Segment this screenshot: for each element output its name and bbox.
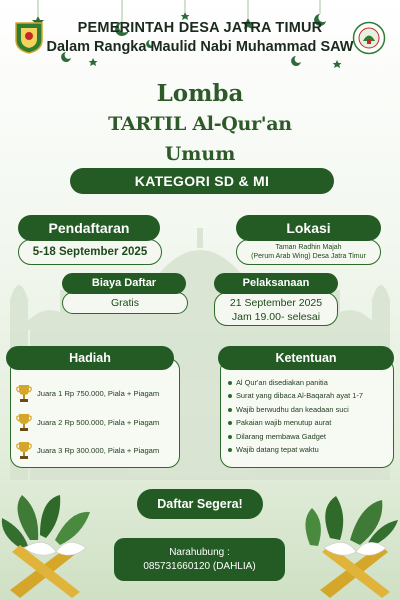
rules-list: [228, 376, 390, 456]
prize-item: [16, 382, 159, 404]
location-line2: (Perum Arab Wing) Desa Jatra Timur: [251, 253, 366, 260]
location-box: [236, 239, 381, 265]
quran-stand-icon: [10, 542, 86, 598]
header-subtitle: Dalam Rangka Maulid Nabi Muhammad SAW: [46, 39, 354, 55]
rule-item: [228, 430, 390, 443]
bullet-icon: [228, 408, 232, 412]
registration-date: 5-18 September 2025: [18, 239, 162, 265]
trophy-icon: [16, 412, 32, 432]
star-icon: [89, 58, 98, 66]
rule-text: Al Qur'an disediakan panitia: [236, 378, 328, 387]
star-icon: [181, 12, 190, 20]
header-title: PEMERINTAH DESA JATRA TIMUR: [77, 20, 323, 36]
schedule-label: Pelaksanaan: [214, 273, 338, 294]
plant-icon: [2, 495, 90, 548]
title-tartil: TARTIL Al-Qur'an: [108, 113, 292, 135]
prize-text: Juara 2 Rp 500.000, Piala + Piagam: [37, 417, 160, 427]
prize-item: [16, 411, 159, 433]
prize-text: Juara 3 Rp 300.000, Piala + Piagam: [37, 445, 160, 455]
rule-text: Pakaian wajib menutup aurat: [236, 418, 332, 428]
schedule-time: Jam 19.00- selesai: [231, 311, 321, 323]
register-now-button[interactable]: Daftar Segera!: [137, 489, 263, 519]
rule-item: [228, 416, 390, 429]
trophy-icon: [16, 383, 32, 403]
schedule-date: 21 September 2025: [229, 297, 323, 309]
location-label: Lokasi: [236, 215, 381, 241]
schedule-box: [214, 292, 338, 326]
rule-text: Wajib berwudhu dan keadaan suci: [236, 404, 349, 414]
rule-text: Surat yang dibaca Al-Baqarah ayat 1-7: [236, 391, 363, 401]
bullet-icon: [228, 435, 232, 439]
title-umum: Umum: [164, 143, 236, 165]
rule-text: Dilarang membawa Gadget: [236, 431, 326, 441]
title-lomba: Lomba: [156, 80, 244, 107]
prize-item: [16, 439, 159, 461]
rule-item: [228, 389, 390, 402]
category-banner: KATEGORI SD & MI: [70, 168, 334, 194]
trophy-icon: [16, 440, 32, 460]
rule-item: [228, 443, 390, 456]
contact-box: [114, 538, 285, 581]
bullet-icon: [228, 381, 232, 385]
prize-text: Juara 1 Rp 750.000, Piala + Piagam: [37, 388, 160, 398]
rule-item: [228, 403, 390, 416]
plant-icon: [305, 496, 398, 548]
location-line1: Taman Radhin Majah: [275, 244, 342, 251]
contact-phone[interactable]: 085731660120 (DAHLIA): [143, 561, 256, 572]
bullet-icon: [228, 394, 232, 398]
fee-label: Biaya Daftar: [62, 273, 186, 294]
quran-stand-icon: [320, 542, 390, 598]
fee-value: Gratis: [62, 292, 188, 314]
rule-item: [228, 376, 390, 389]
registration-label: Pendaftaran: [18, 215, 160, 241]
rules-label: Ketentuan: [218, 346, 394, 370]
prizes-label: Hadiah: [6, 346, 174, 370]
contact-label: Narahubung :: [169, 547, 230, 558]
bullet-icon: [228, 421, 232, 425]
bullet-icon: [228, 448, 232, 452]
rule-text: Wajib datang tepat waktu: [236, 444, 319, 454]
star-icon: [333, 60, 342, 68]
